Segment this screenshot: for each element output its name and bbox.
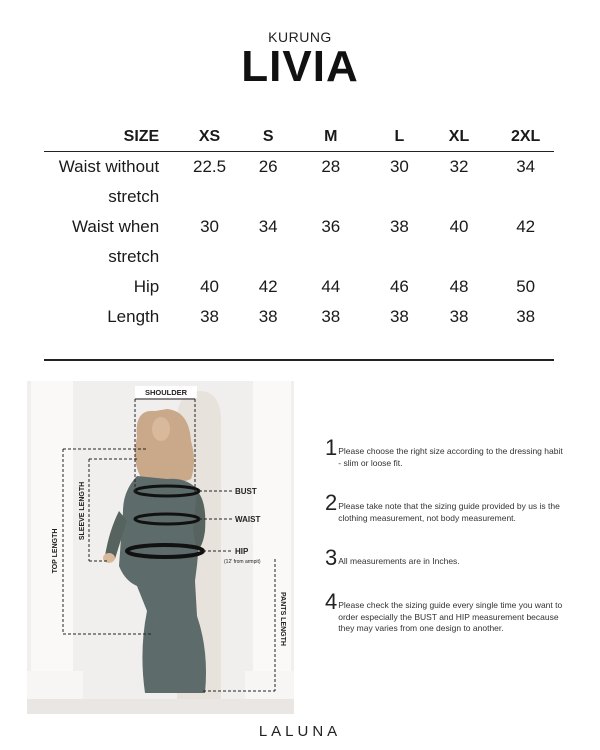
size-header-s: S bbox=[262, 127, 274, 145]
note-item bbox=[325, 589, 565, 635]
table-cell: 38 bbox=[449, 307, 469, 326]
table-cell: 38 bbox=[516, 307, 536, 326]
note-text: Please choose the right size according to the dressing habit - slim or loose fit. bbox=[338, 446, 563, 468]
product-title: LIVIA bbox=[241, 42, 359, 91]
table-cell: 38 bbox=[389, 217, 409, 236]
table-cell: 46 bbox=[389, 277, 409, 296]
note-text: All measurements are in Inches. bbox=[338, 556, 460, 566]
waist-label: WAIST bbox=[235, 515, 261, 524]
face-shape bbox=[152, 417, 170, 441]
table-row bbox=[44, 212, 554, 272]
note-number: 1 bbox=[325, 435, 338, 460]
hip-label: HIP bbox=[235, 547, 249, 556]
table-cell: 38 bbox=[389, 307, 409, 326]
pillar-base-right bbox=[245, 671, 294, 701]
pillar-base-left bbox=[27, 671, 83, 701]
row-label: Length bbox=[107, 307, 160, 326]
table-cell: 36 bbox=[321, 217, 341, 236]
note-number: 4 bbox=[325, 589, 338, 614]
table-cell: 40 bbox=[200, 277, 219, 296]
table-cell: 30 bbox=[389, 157, 409, 176]
table-cell: 38 bbox=[258, 307, 278, 326]
note-text: Please check the sizing guide every single time you want to order especially the BUST and HIP measurement because they may varies from one design to another. bbox=[338, 600, 563, 633]
note-item bbox=[325, 435, 565, 469]
row-label-line: stretch bbox=[108, 247, 160, 266]
size-header-2xl: 2XL bbox=[510, 127, 541, 145]
note-item bbox=[325, 490, 565, 524]
size-header-xs: XS bbox=[198, 127, 221, 145]
table-cell: 30 bbox=[200, 217, 219, 236]
sizing-notes bbox=[325, 435, 565, 659]
note-item bbox=[325, 545, 565, 570]
size-header-xl: XL bbox=[448, 127, 470, 145]
pillar-right bbox=[253, 381, 291, 714]
measurement-photo bbox=[27, 381, 294, 714]
floor bbox=[27, 699, 294, 714]
measurement-diagram bbox=[27, 381, 294, 714]
product-category: KURUNG bbox=[268, 29, 332, 45]
table-cell: 42 bbox=[258, 277, 278, 296]
note-text: Please take note that the sizing guide provided by us is the clothing measurement, not body measurement. bbox=[338, 501, 560, 523]
table-row bbox=[44, 152, 554, 212]
table-cell: 50 bbox=[516, 277, 536, 296]
pants-length-label: PANTS LENGTH bbox=[279, 592, 286, 646]
row-label bbox=[44, 152, 159, 212]
size-header-l: L bbox=[394, 127, 405, 145]
table-row bbox=[44, 302, 554, 332]
table-cell: 22.5 bbox=[192, 157, 227, 176]
table-cell: 42 bbox=[516, 217, 536, 236]
row-label-line: stretch bbox=[108, 187, 160, 206]
hip-note: (12' from armpit) bbox=[224, 559, 261, 565]
row-label: Hip bbox=[133, 277, 160, 296]
table-cell: 38 bbox=[200, 307, 219, 326]
table-bottom-rule bbox=[44, 359, 554, 361]
size-header-row bbox=[44, 122, 554, 152]
bust-label: BUST bbox=[235, 487, 257, 496]
table-cell: 44 bbox=[321, 277, 341, 296]
row-label-line: Waist when bbox=[71, 217, 160, 236]
table-cell: 32 bbox=[449, 157, 469, 176]
note-number: 2 bbox=[325, 490, 338, 515]
note-number: 3 bbox=[325, 545, 338, 570]
row-label-line: Waist without bbox=[58, 157, 160, 176]
top-length-label: TOP LENGTH bbox=[52, 528, 59, 574]
table-cell: 48 bbox=[449, 277, 469, 296]
shoulder-label: SHOULDER bbox=[144, 388, 188, 397]
brand-logo-text: LALUNA bbox=[258, 723, 342, 740]
table-row bbox=[44, 272, 554, 302]
row-label bbox=[44, 212, 159, 272]
table-cell: 34 bbox=[258, 217, 278, 236]
table-cell: 28 bbox=[321, 157, 341, 176]
table-cell: 40 bbox=[449, 217, 469, 236]
table-cell: 34 bbox=[516, 157, 536, 176]
size-header-label: SIZE bbox=[123, 127, 160, 145]
table-cell: 26 bbox=[258, 157, 278, 176]
size-header-m: M bbox=[324, 127, 338, 145]
table-cell: 38 bbox=[321, 307, 341, 326]
sleeve-length-label: SLEEVE LENGTH bbox=[79, 481, 86, 541]
size-chart-table bbox=[44, 122, 554, 332]
